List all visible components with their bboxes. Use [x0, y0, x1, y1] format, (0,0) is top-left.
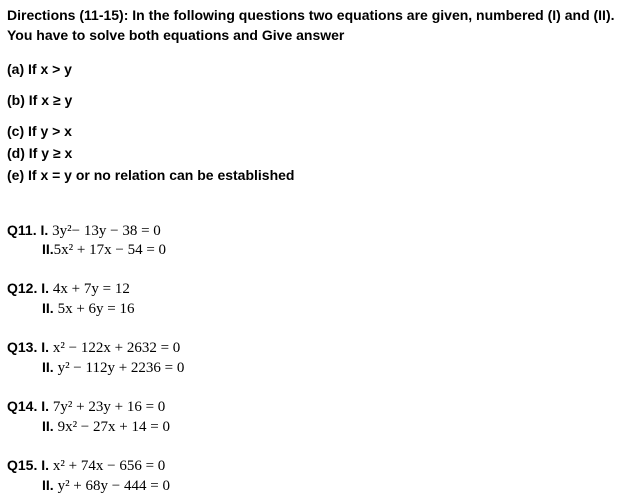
question-11-eq1-row [7, 221, 161, 240]
option-b: (b) If x ≥ y [7, 92, 73, 108]
option-c: (c) If y > x [7, 123, 72, 139]
question-12-eq2-row [42, 299, 134, 318]
question-14-eq2-label: II. [42, 418, 54, 434]
option-d: (d) If y ≥ x [7, 145, 73, 161]
question-11-eq1: 3y²− 13y − 38 = 0 [52, 223, 161, 239]
option-a: (a) If x > y [7, 61, 72, 77]
question-12-eq2-label: II. [42, 300, 54, 316]
question-12-eq1-row [7, 279, 130, 298]
question-15-eq2-row [42, 476, 170, 495]
question-11-eq1-label: I. [40, 222, 49, 238]
question-11-eq2-label: II. [42, 241, 54, 257]
option-e: (e) If x = y or no relation can be established [7, 167, 295, 183]
question-15-eq2-label: II. [42, 477, 54, 493]
question-14-eq1-row [7, 397, 165, 416]
question-14-eq1-label: I. [41, 398, 50, 414]
question-12-eq2: 5x + 6y = 16 [57, 301, 135, 317]
question-15-eq1-row [7, 456, 165, 475]
directions-line-1: Directions (11-15): In the following questions two equations are given, numbered (I) and (II). [7, 7, 615, 23]
question-15-eq1: x² + 74x − 656 = 0 [52, 458, 166, 474]
question-11-label: Q11. [7, 222, 37, 238]
question-13-eq1-row [7, 338, 180, 357]
question-14-eq2: 9x² − 27x + 14 = 0 [57, 419, 170, 435]
question-11-eq2: 5x² + 17x − 54 = 0 [53, 242, 167, 258]
question-13-eq1-label: I. [41, 339, 50, 355]
question-12-eq1-label: I. [41, 280, 50, 296]
question-13-eq2: y² − 112y + 2236 = 0 [57, 360, 185, 376]
question-15-label: Q15. [7, 457, 38, 473]
question-13-eq2-label: II. [42, 359, 54, 375]
question-14-eq1: 7y² + 23y + 16 = 0 [52, 399, 166, 415]
question-11-eq2-row [42, 240, 166, 259]
question-12-eq1: 4x + 7y = 12 [52, 281, 130, 297]
question-15-eq2: y² + 68y − 444 = 0 [57, 478, 170, 494]
question-13-eq2-row [42, 358, 184, 377]
directions-line-2: You have to solve both equations and Give answer [7, 27, 345, 43]
question-14-label: Q14. [7, 398, 38, 414]
question-15-eq1-label: I. [41, 457, 50, 473]
question-14-eq2-row [42, 417, 170, 436]
question-12-label: Q12. [7, 280, 38, 296]
question-13-label: Q13. [7, 339, 38, 355]
question-13-eq1: x² − 122x + 2632 = 0 [52, 340, 181, 356]
